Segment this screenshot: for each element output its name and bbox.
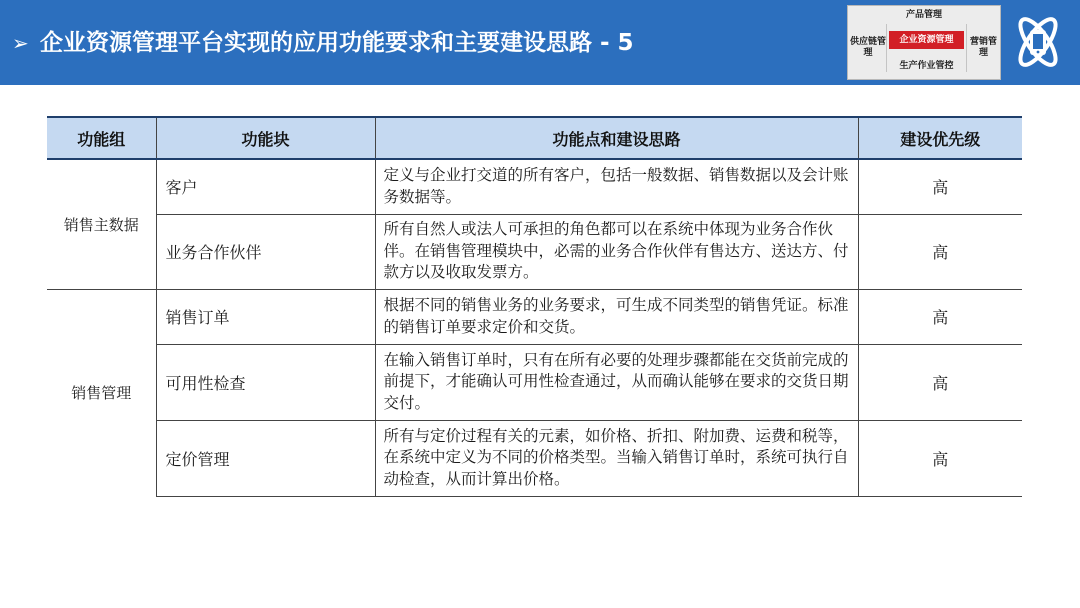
priority-cell: 高: [858, 159, 1022, 214]
desc-cell: 根据不同的销售业务的业务要求，可生成不同类型的销售凭证。标准的销售订单要求定价和交货。: [375, 289, 858, 344]
table-row: [47, 289, 1022, 344]
block-cell: 可用性检查: [156, 344, 375, 420]
col-header-priority: 建设优先级: [858, 117, 1022, 159]
page-title-text: 企业资源管理平台实现的应用功能要求和主要建设思路 - 5: [40, 30, 634, 56]
priority-cell: 高: [858, 214, 1022, 289]
table-header-row: [47, 117, 1022, 159]
priority-cell: 高: [858, 289, 1022, 344]
chevron-icon: ➢: [12, 31, 29, 55]
block-cell: 业务合作伙伴: [156, 214, 375, 289]
col-header-group: 功能组: [47, 117, 156, 159]
desc-cell: 所有自然人或法人可承担的角色都可以在系统中体现为业务合作伙伴。在销售管理模块中，必需的业务合作伙伴有售达方、送达方、付款方以及收取发票方。: [375, 214, 858, 289]
block-cell: 定价管理: [156, 420, 375, 496]
table-row: [47, 344, 1022, 420]
diagram-center-label: 企业资源管理: [889, 31, 964, 49]
col-header-block: 功能块: [156, 117, 375, 159]
module-diagram: [847, 5, 1001, 80]
priority-cell: 高: [858, 344, 1022, 420]
group-cell: 销售主数据: [63, 215, 139, 234]
table-row: [47, 214, 1022, 289]
desc-cell: 在输入销售订单时，只有在所有必要的处理步骤都能在交货前完成的前提下，才能确认可用性检查通过，从而确认能够在要求的交货日期交付。: [375, 344, 858, 420]
block-cell: 销售订单: [156, 289, 375, 344]
table-row: [47, 159, 1022, 214]
header-bar: [0, 0, 1080, 85]
page-title: [12, 22, 634, 64]
diagram-top-label: 产品管理: [905, 10, 942, 20]
desc-cell: 所有与定价过程有关的元素，如价格、折扣、附加费、运费和税等，在系统中定义为不同的价格类型。当输入销售订单时，系统可执行自动检查，从而计算出价格。: [375, 420, 858, 496]
diagram-bottom-label: 生产作业管控: [899, 61, 954, 71]
table-row: [47, 420, 1022, 496]
block-cell: 客户: [156, 159, 375, 214]
atom-phone-icon: [1008, 10, 1068, 74]
group-cell: 销售管理: [47, 289, 156, 496]
function-table: [47, 116, 1022, 497]
col-header-desc: 功能点和建设思路: [375, 117, 858, 159]
priority-cell: 高: [858, 420, 1022, 496]
diagram-right-label: 营销管理: [966, 24, 1000, 72]
desc-cell: 定义与企业打交道的所有客户，包括一般数据、销售数据以及会计账务数据等。: [375, 159, 858, 214]
diagram-left-label: 供应链管理: [850, 24, 887, 72]
